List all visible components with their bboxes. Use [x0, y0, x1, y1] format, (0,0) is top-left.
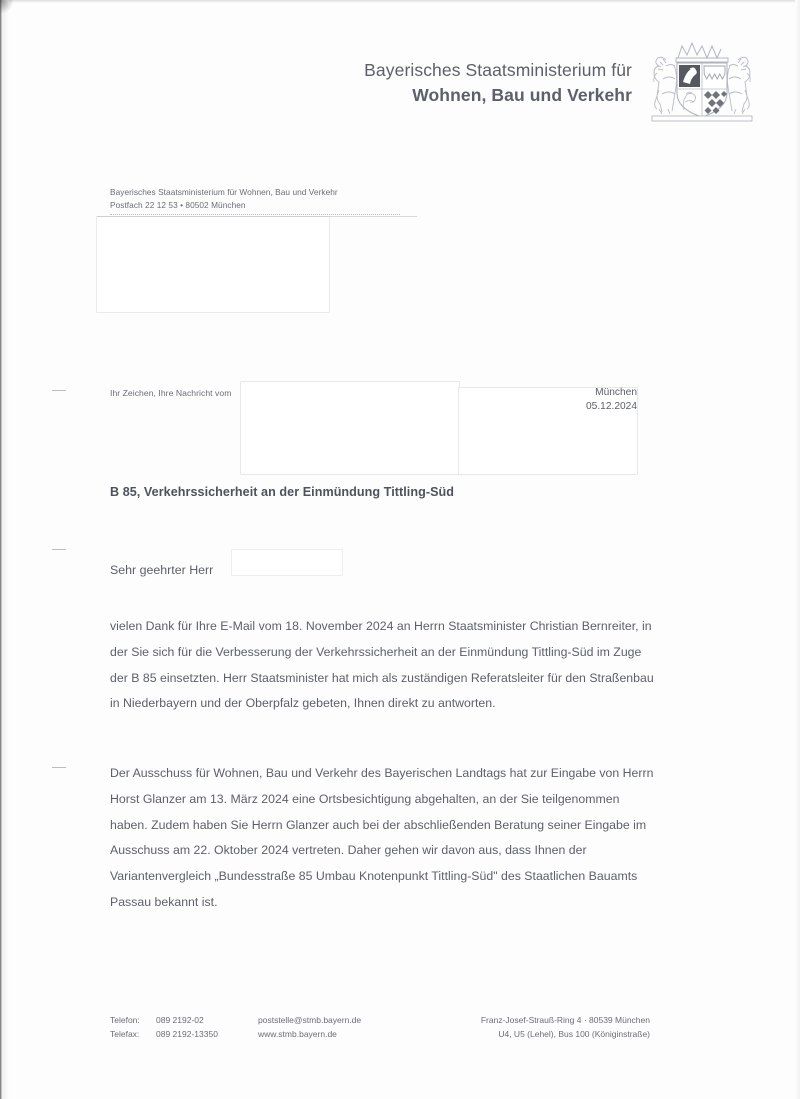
- letterhead-title: [0, 58, 632, 108]
- recipient-name-redaction: [232, 550, 342, 575]
- subject-line: B 85, Verkehrssicherheit an der Einmündung Tittling-Süd: [110, 485, 455, 499]
- page-footer: [110, 1014, 650, 1042]
- scan-edge-top: [0, 0, 800, 3]
- place: München: [595, 387, 637, 398]
- fold-mark-bottom: [52, 767, 66, 768]
- footer-address-line-1: Franz-Josef-Strauß-Ring 4 · 80539 München: [480, 1015, 650, 1025]
- footer-telefax-value: 089 2192-13350: [156, 1028, 218, 1039]
- sender-line-1: Bayerisches Staatsministerium für Wohnen, Bau und Verkehr: [110, 187, 338, 197]
- recipient-address-redaction: [97, 217, 329, 312]
- footer-web-column: [258, 1014, 410, 1042]
- date: 05.12.2024: [586, 401, 637, 413]
- fold-mark-middle: [52, 549, 66, 550]
- paragraph-2-text: Der Ausschuss für Wohnen, Bau und Verkehr des Bayerischen Landtags hat zur Eingabe von Herrn Horst Glanzer am 13. März 2024 eine Ortsbesichtigung abgehalten, an der Sie teilgenommen haben. Zudem haben Sie Herrn Glanzer auch bei der abschließenden Beratung seiner Eingabe im Ausschuss am 22. Oktober 2024 vertreten. Daher gehen wir davon aus, dass Ihnen der Variantenvergleich „Bundesstraße 85 Umbau Knotenpunkt Tittling-Süd" des Staatlichen Bauamts Passau bekannt ist.: [110, 766, 654, 909]
- your-reference-label: Ihr Zeichen, Ihre Nachricht vom: [110, 388, 232, 398]
- paragraph-1-text: vielen Dank für Ihre E-Mail vom 18. November 2024 an Herrn Staatsminister Christian Bernreiter, in der Sie sich für die Verbesserung der Verkehrssicherheit an der Einmündung Tittling-Süd im Zuge der B 85 einsetzten. Herr Staatsminister hat mich als zuständigen Referatsleiter für den Straßenbau in Niederbayern und der Oberpfalz gebeten, Ihnen direkt zu antworten.: [110, 619, 654, 711]
- sender-line-2: Postfach 22 12 53 • 80502 München: [110, 199, 400, 214]
- body-paragraph-2: [110, 761, 658, 916]
- footer-telefon-row: [110, 1014, 258, 1028]
- footer-website[interactable]: www.stmb.bayern.de: [258, 1028, 337, 1039]
- footer-email[interactable]: poststelle@stmb.bayern.de: [258, 1015, 362, 1025]
- footer-phone-column: [110, 1014, 258, 1042]
- footer-address-column: [410, 1014, 650, 1042]
- salutation: Sehr geehrter Herr: [110, 563, 214, 577]
- footer-telefax-label: Telefax:: [110, 1028, 140, 1039]
- letterhead-line-1: Bayerisches Staatsministerium für: [364, 60, 632, 80]
- footer-address-line-2: U4, U5 (Lehel), Bus 100 (Königinstraße): [498, 1028, 650, 1039]
- reference-redaction-left: [241, 382, 459, 474]
- footer-telefax-row: [110, 1028, 258, 1042]
- sender-return-address: [110, 186, 530, 215]
- scan-edge-left-soft: [3, 0, 9, 1099]
- place-and-date: [460, 386, 637, 415]
- bavarian-coat-of-arms-icon: [646, 32, 758, 124]
- footer-telefon-label: Telefon:: [110, 1015, 140, 1025]
- footer-telefon-value: 089 2192-02: [156, 1015, 204, 1025]
- scan-edge-right: [795, 0, 800, 1099]
- fold-mark-top: [52, 390, 66, 391]
- body-paragraph-1: [110, 614, 658, 717]
- scan-corner-shadow: [0, 0, 14, 14]
- letterhead-line-2: Wohnen, Bau und Verkehr: [412, 84, 632, 105]
